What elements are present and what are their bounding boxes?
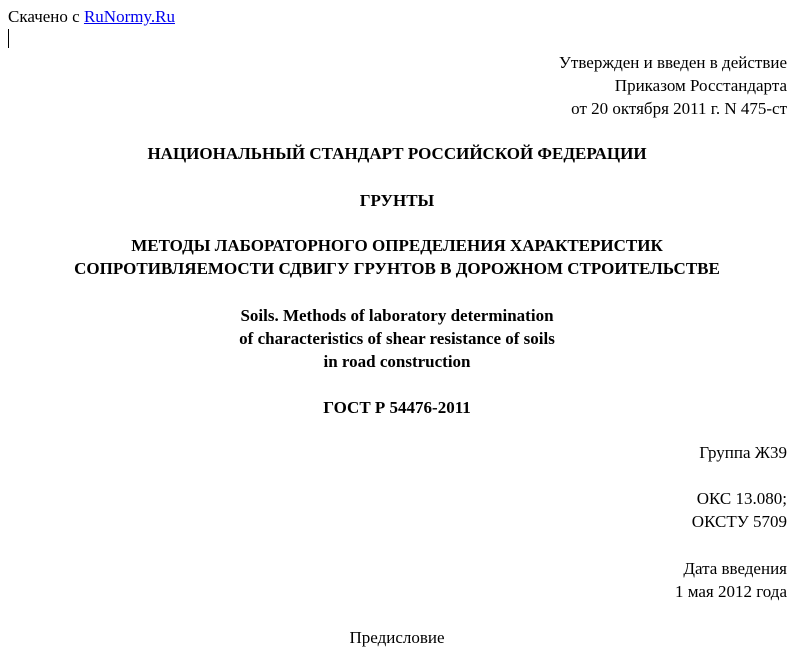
source-line bbox=[8, 5, 175, 28]
english-title-line-1: Soils. Methods of laboratory determination bbox=[240, 306, 554, 325]
classification-codes bbox=[692, 487, 787, 533]
approval-line-3: от 20 октября 2011 г. N 475-ст bbox=[571, 99, 787, 118]
group-code: Группа Ж39 bbox=[699, 443, 787, 462]
approval-line-2: Приказом Росстандарта bbox=[614, 76, 787, 95]
source-link[interactable]: RuNormy.Ru bbox=[83, 7, 175, 26]
english-title-line-2: of characteristics of shear resistance of soils bbox=[239, 329, 555, 348]
introduction-date-label: Дата введения bbox=[683, 559, 787, 578]
standard-type-title: НАЦИОНАЛЬНЫЙ СТАНДАРТ РОССИЙСКОЙ ФЕДЕРАЦИИ bbox=[147, 144, 647, 163]
okstu-code: ОКСТУ 5709 bbox=[691, 512, 787, 531]
subject-title: ГРУНТЫ bbox=[359, 191, 435, 210]
methods-title bbox=[0, 234, 794, 280]
english-title-line-3: in road construction bbox=[323, 352, 471, 371]
oks-code: ОКС 13.080; bbox=[696, 489, 787, 508]
foreword-heading: Предисловие bbox=[349, 628, 445, 647]
introduction-date-block bbox=[675, 557, 787, 603]
approval-block bbox=[559, 51, 787, 120]
english-title bbox=[0, 304, 794, 373]
introduction-date-value: 1 мая 2012 года bbox=[674, 582, 787, 601]
methods-title-line-1: МЕТОДЫ ЛАБОРАТОРНОГО ОПРЕДЕЛЕНИЯ ХАРАКТЕРИСТИК bbox=[131, 236, 663, 255]
text-cursor bbox=[8, 29, 9, 48]
methods-title-line-2: СОПРОТИВЛЯЕМОСТИ СДВИГУ ГРУНТОВ В ДОРОЖНОМ СТРОИТЕЛЬСТВЕ bbox=[74, 259, 720, 278]
approval-line-1: Утвержден и введен в действие bbox=[558, 53, 787, 72]
gost-number: ГОСТ Р 54476-2011 bbox=[323, 398, 471, 417]
source-prefix: Скачено с bbox=[8, 7, 84, 26]
